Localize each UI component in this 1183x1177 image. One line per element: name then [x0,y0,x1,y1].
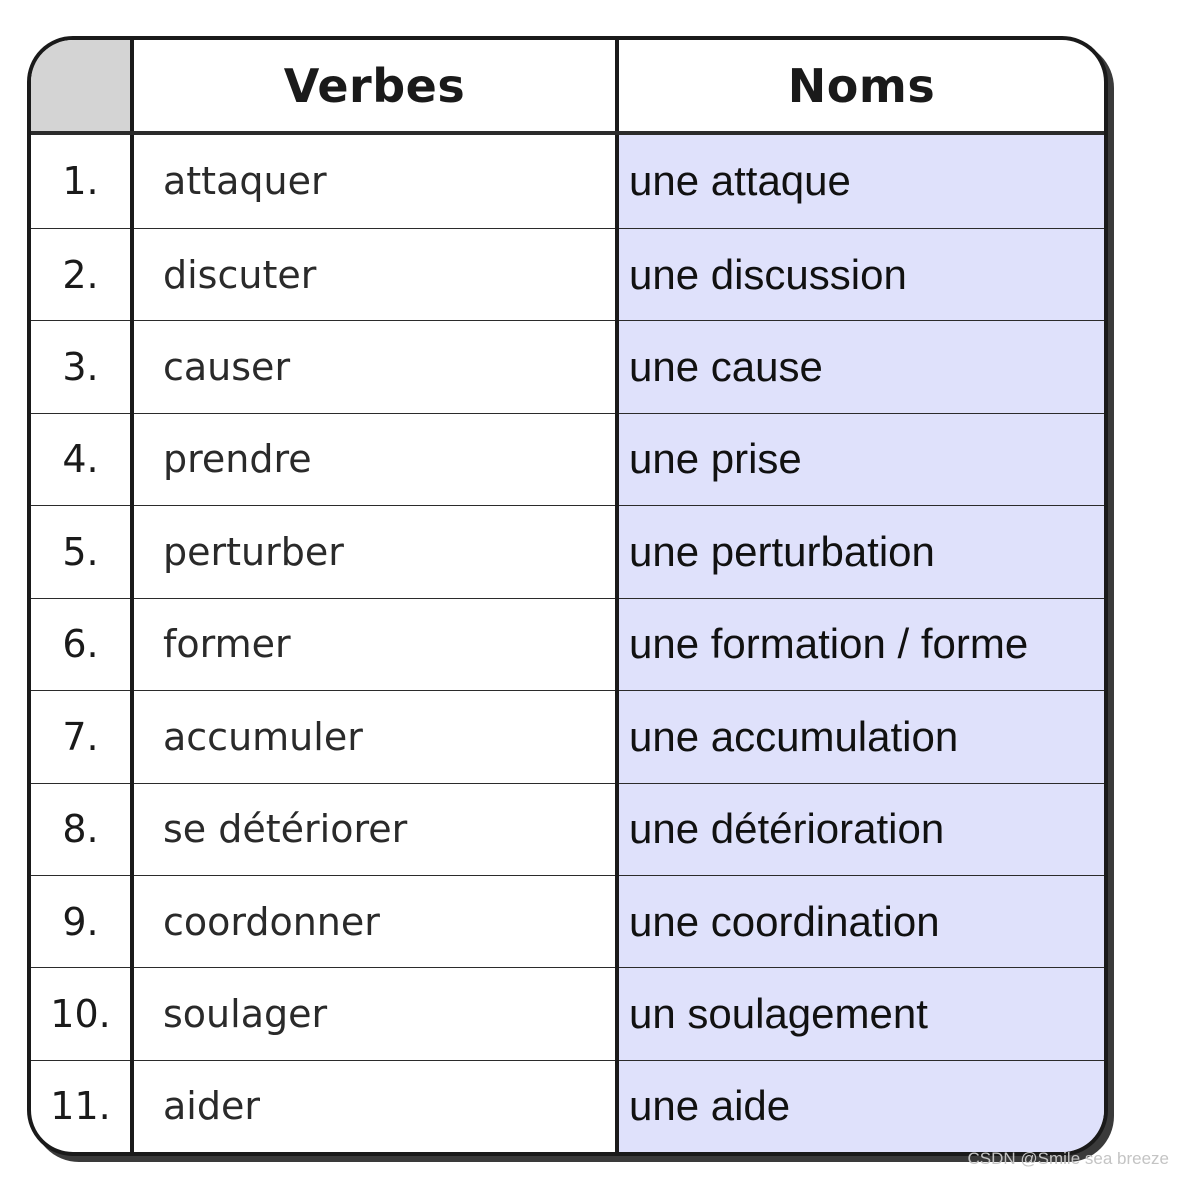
row-number: 11. [31,1060,132,1152]
verb-noun-table [31,40,1104,1152]
table-body [31,133,1104,1152]
verb-cell: aider [132,1060,617,1152]
verb-cell: coordonner [132,875,617,967]
noun-cell: une formation / forme [617,598,1104,690]
row-number: 4. [31,413,132,505]
verb-cell: accumuler [132,691,617,783]
watermark-text: CSDN @Smile sea breeze [967,1149,1169,1168]
noun-cell: un soulagement [617,968,1104,1060]
row-number: 2. [31,228,132,320]
noun-cell: une prise [617,413,1104,505]
row-number: 6. [31,598,132,690]
header-verbes: Verbes [132,40,617,133]
table-row [31,228,1104,320]
row-number: 1. [31,133,132,228]
row-number: 7. [31,691,132,783]
verb-cell: attaquer [132,133,617,228]
noun-cell: une accumulation [617,691,1104,783]
row-number: 10. [31,968,132,1060]
row-number: 3. [31,321,132,413]
row-number: 8. [31,783,132,875]
noun-cell: une discussion [617,228,1104,320]
verb-noun-table-frame [27,36,1108,1156]
row-number: 5. [31,506,132,598]
table-row [31,133,1104,228]
table-header-row [31,40,1104,133]
table-row [31,691,1104,783]
table-row [31,321,1104,413]
table-row [31,1060,1104,1152]
table-row [31,783,1104,875]
table-row [31,413,1104,505]
table-row [31,506,1104,598]
verb-cell: causer [132,321,617,413]
verb-cell: se détériorer [132,783,617,875]
verb-cell: former [132,598,617,690]
noun-cell: une coordination [617,875,1104,967]
verb-cell: perturber [132,506,617,598]
verb-cell: soulager [132,968,617,1060]
noun-cell: une attaque [617,133,1104,228]
verb-cell: discuter [132,228,617,320]
noun-cell: une perturbation [617,506,1104,598]
noun-cell: une aide [617,1060,1104,1152]
table-row [31,968,1104,1060]
verb-cell: prendre [132,413,617,505]
header-noms: Noms [617,40,1104,133]
noun-cell: une cause [617,321,1104,413]
noun-cell: une détérioration [617,783,1104,875]
header-corner-cell [31,40,132,133]
row-number: 9. [31,875,132,967]
table-row [31,875,1104,967]
table-row [31,598,1104,690]
